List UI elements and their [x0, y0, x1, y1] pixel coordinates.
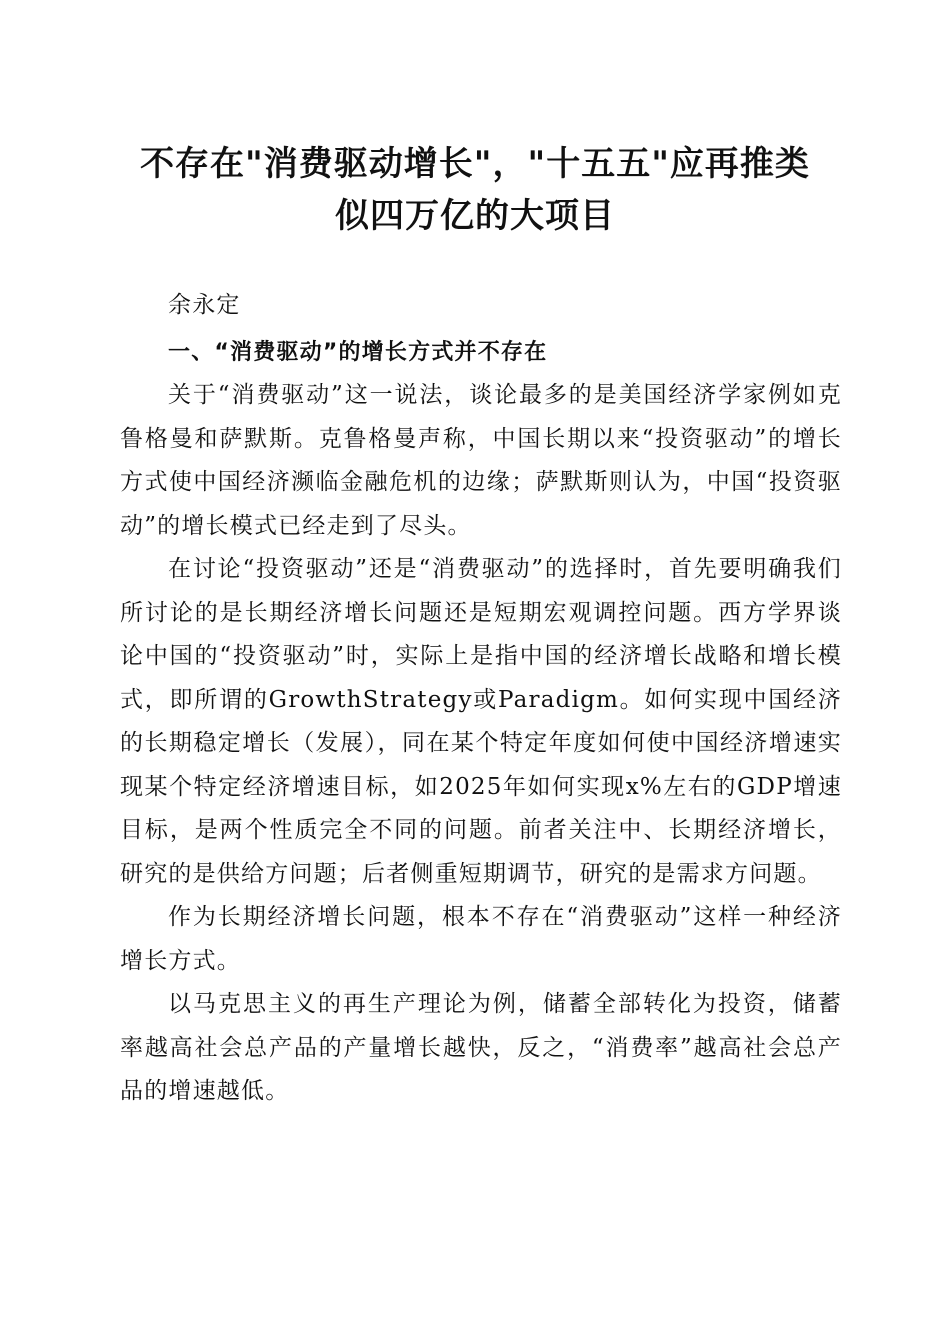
section-heading: 一、“消费驱动”的增长方式并不存在 — [168, 339, 548, 365]
title-line-2: 似四万亿的大项目 — [335, 196, 615, 236]
paragraph-4: 以马克思主义的再生产理论为例，储蓄全部转化为投资，储蓄率越高社会总产品的产量增长越快，反之，“消费率”越高社会总产品的增速越低。 — [120, 991, 842, 1104]
article-title — [90, 138, 860, 242]
paragraph-1: 关于“消费驱动”这一说法，谈论最多的是美国经济学家例如克鲁格曼和萨默斯。克鲁格曼声称，中国长期以来“投资驱动”的增长方式使中国经济濒临金融危机的边缘；萨默斯则认为，中国“投资驱动”的增长模式已经走到了尽头。 — [120, 382, 842, 539]
author-name: 余永定 — [168, 292, 241, 318]
title-line-1: 不存在"消费驱动增长"，"十五五"应再推类 — [140, 144, 810, 184]
paragraph-2: 在讨论“投资驱动”还是“消费驱动”的选择时，首先要明确我们所讨论的是长期经济增长问题还是短期宏观调控问题。西方学界谈论中国的“投资驱动”时，实际上是指中国的经济增长战略和增长模式，即所谓的GrowthStrategy或Paradigm。如何实现中国经济的长期稳定增长（发展），同在某个特定年度如何使中国经济增速实现某个特定经济增速目标，如2025年如何实现x%左右的GDP增速目标，是两个性质完全不同的问题。前者关注中、长期经济增长，研究的是供给方问题；后者侧重短期调节，研究的是需求方问题。 — [120, 556, 842, 887]
article-body — [120, 284, 842, 1114]
paragraph-3: 作为长期经济增长问题，根本不存在“消费驱动”这样一种经济增长方式。 — [120, 904, 842, 974]
